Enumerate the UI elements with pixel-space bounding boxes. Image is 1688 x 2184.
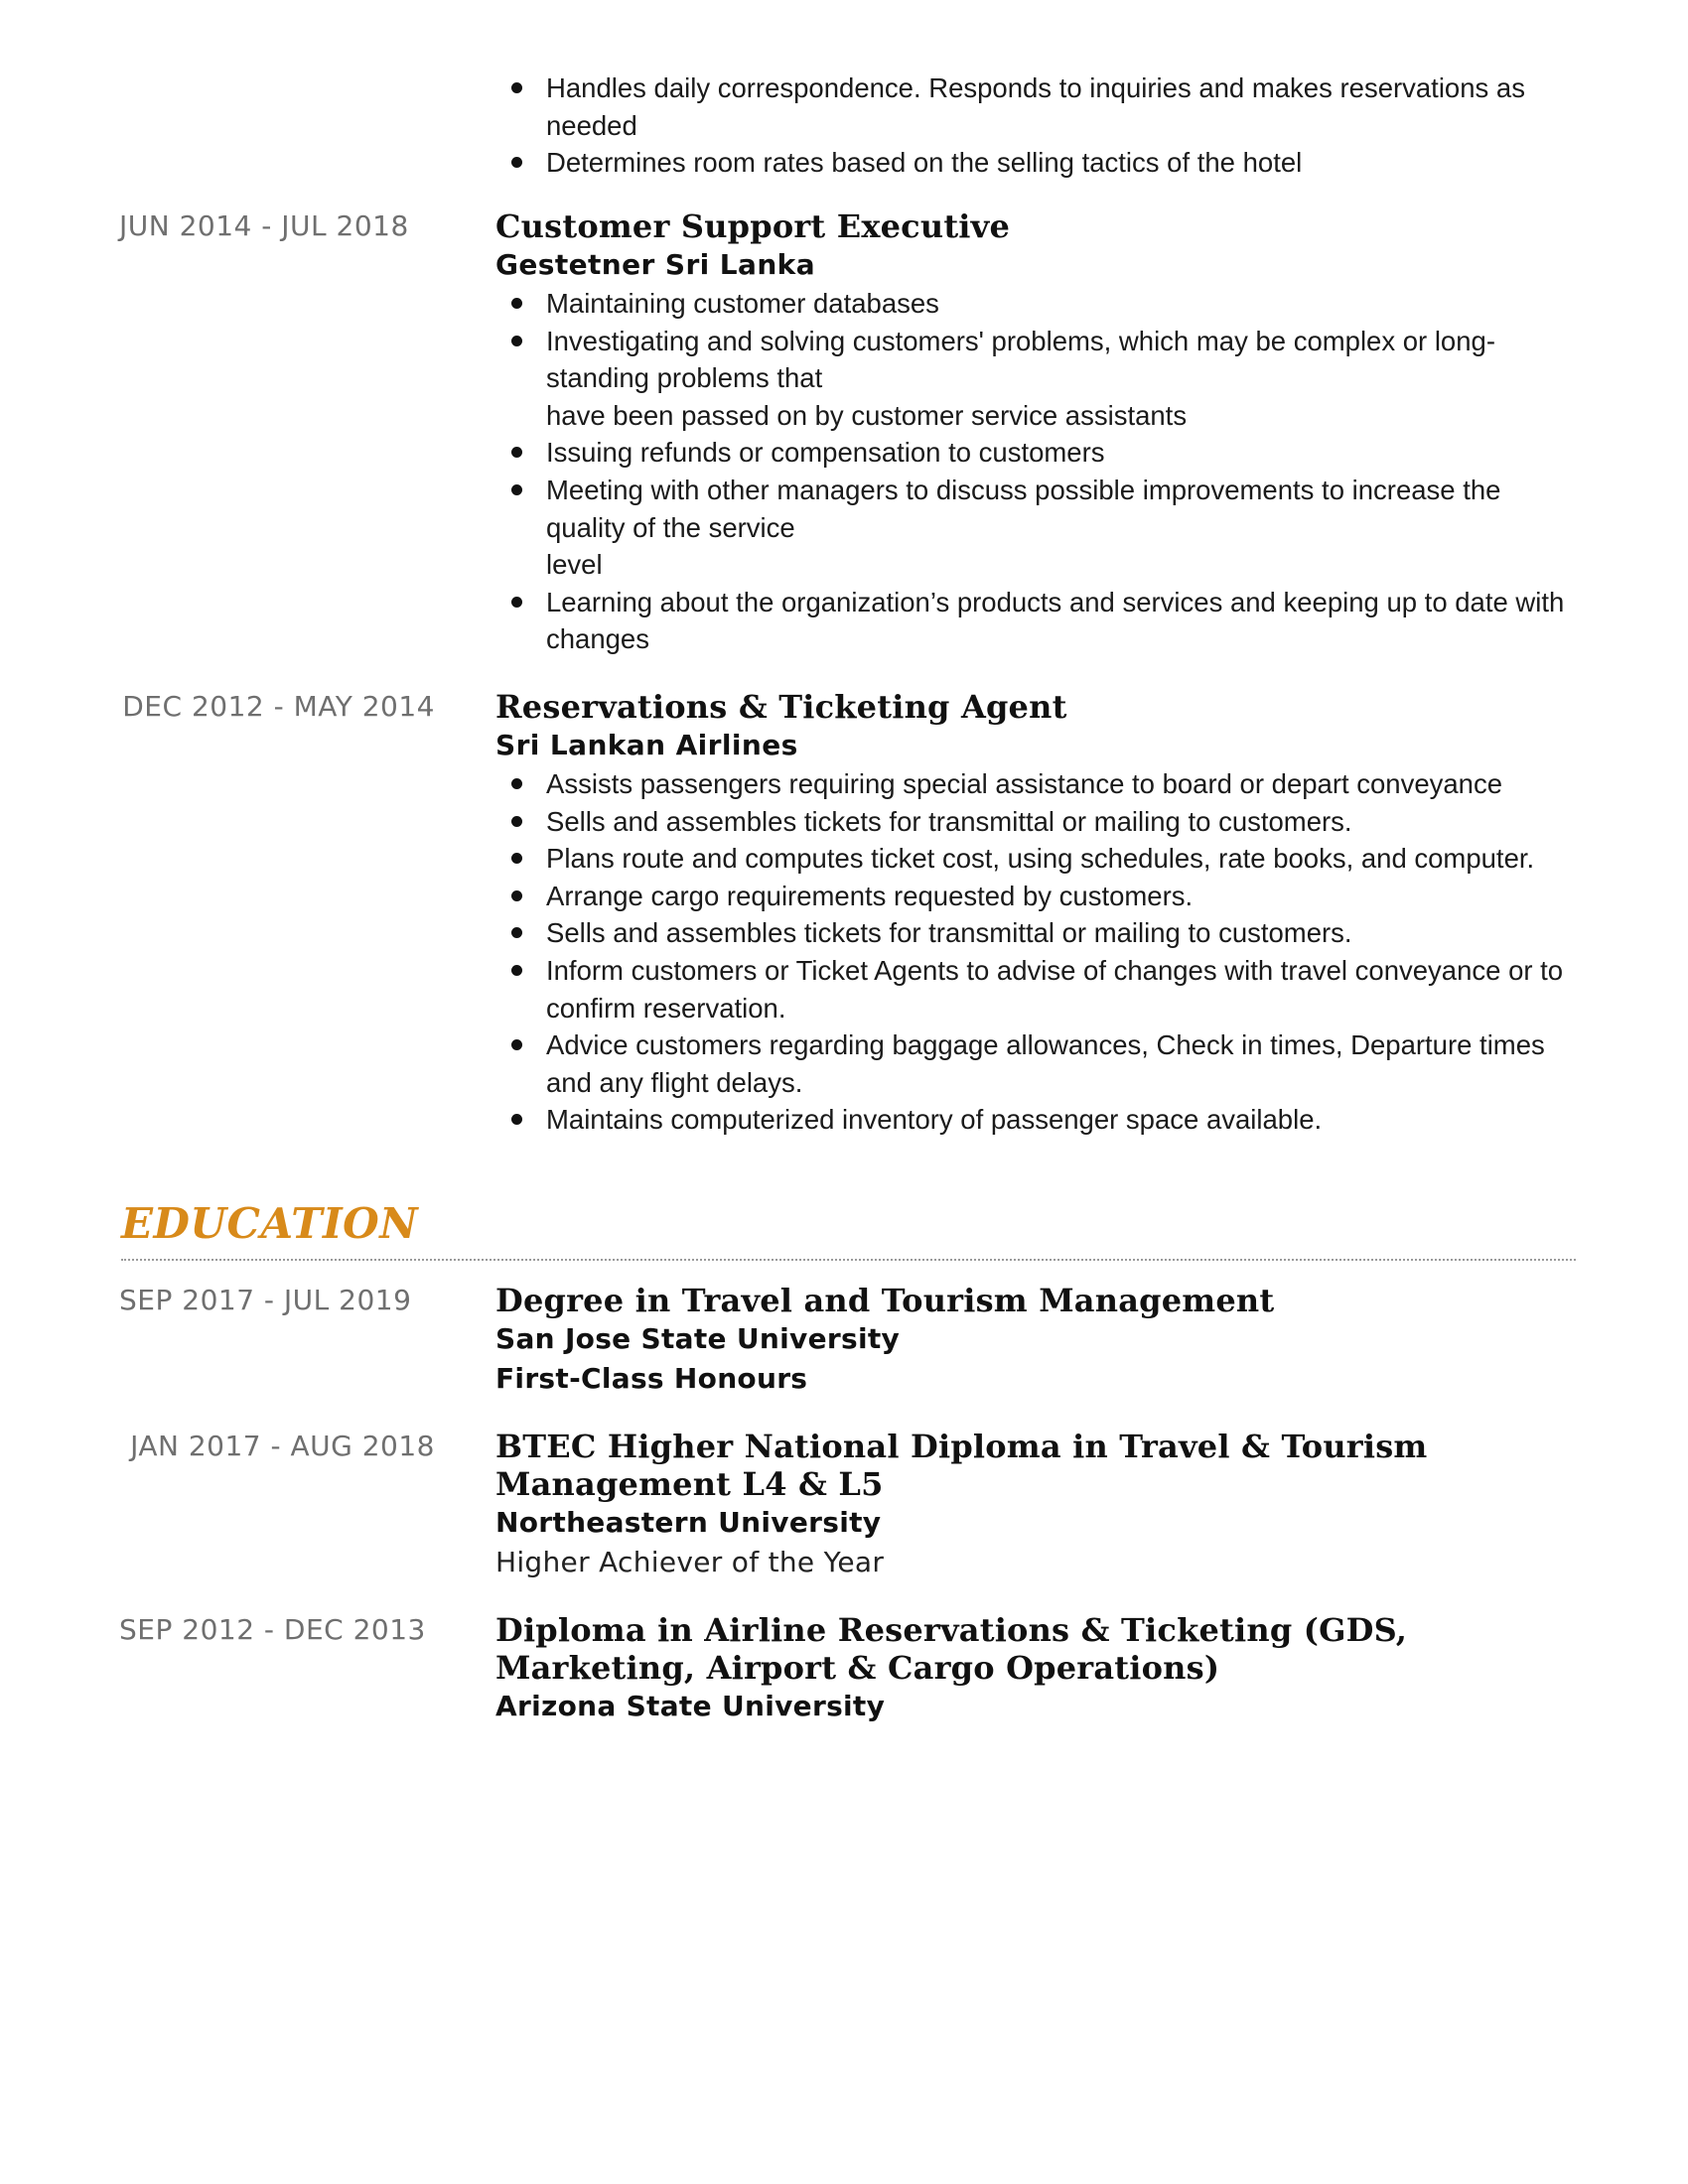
degree-title: BTEC Higher National Diploma in Travel & Tourism Management L4 & L5 [495, 1428, 1428, 1503]
experience-dates: DEC 2012 - MAY 2014 [122, 690, 435, 723]
list-item: Meeting with other managers to discuss possible improvements to increase the quality of the service level [495, 472, 1568, 584]
experience-content [495, 207, 1568, 658]
experience-dates: JUN 2014 - JUL 2018 [119, 209, 409, 242]
list-item: Maintains computerized inventory of passenger space available. [495, 1101, 1568, 1139]
education-dates: JAN 2017 - AUG 2018 [130, 1430, 435, 1462]
company-name: Gestetner Sri Lanka [495, 248, 815, 281]
list-item: Arrange cargo requirements requested by customers. [495, 878, 1568, 915]
degree-title: Diploma in Airline Reservations & Ticketing (GDS, Marketing, Airport & Cargo Operations) [495, 1611, 1408, 1687]
list-item: Handles daily correspondence. Responds to inquiries and makes reservations as needed [495, 69, 1568, 144]
institution-name: San Jose State University [495, 1322, 901, 1355]
education-content [495, 1611, 1568, 1726]
list-item: Maintaining customer databases [495, 285, 1568, 323]
bullet-list [495, 765, 1568, 1139]
section-heading-education: EDUCATION [121, 1199, 419, 1248]
experience-content [495, 688, 1568, 1139]
list-item: Advice customers regarding baggage allowances, Check in times, Departure times and any flight delays. [495, 1026, 1568, 1101]
education-dates: SEP 2017 - JUL 2019 [119, 1284, 412, 1316]
education-note: First-Class Honours [495, 1362, 808, 1395]
bullet-list [495, 285, 1568, 658]
degree-title: Degree in Travel and Tourism Management [495, 1282, 1275, 1319]
list-item: Inform customers or Ticket Agents to advise of changes with travel conveyance or to confirm reservation. [495, 952, 1568, 1026]
company-name: Sri Lankan Airlines [495, 729, 798, 761]
education-content [495, 1428, 1568, 1582]
list-item: Investigating and solving customers' problems, which may be complex or long-standing problems that have been passed on by customer service assistants [495, 323, 1568, 435]
list-item: Assists passengers requiring special assistance to board or depart conveyance [495, 765, 1568, 803]
job-title: Customer Support Executive [495, 207, 1011, 245]
list-item: Sells and assembles tickets for transmittal or mailing to customers. [495, 803, 1568, 841]
education-content [495, 1282, 1568, 1399]
bullet-list [495, 69, 1568, 182]
list-item: Determines room rates based on the selling tactics of the hotel [495, 144, 1568, 182]
institution-name: Northeastern University [495, 1506, 882, 1539]
list-item: Sells and assembles tickets for transmittal or mailing to customers. [495, 914, 1568, 952]
education-note: Higher Achiever of the Year [495, 1546, 885, 1578]
institution-name: Arizona State University [495, 1690, 886, 1722]
list-item: Issuing refunds or compensation to customers [495, 434, 1568, 472]
experience-continued-content [495, 69, 1568, 182]
list-item: Plans route and computes ticket cost, using schedules, rate books, and computer. [495, 840, 1568, 878]
section-divider [121, 1259, 1576, 1261]
list-item: Learning about the organization’s products and services and keeping up to date with changes [495, 584, 1568, 658]
job-title: Reservations & Ticketing Agent [495, 688, 1067, 726]
education-dates: SEP 2012 - DEC 2013 [119, 1613, 426, 1646]
